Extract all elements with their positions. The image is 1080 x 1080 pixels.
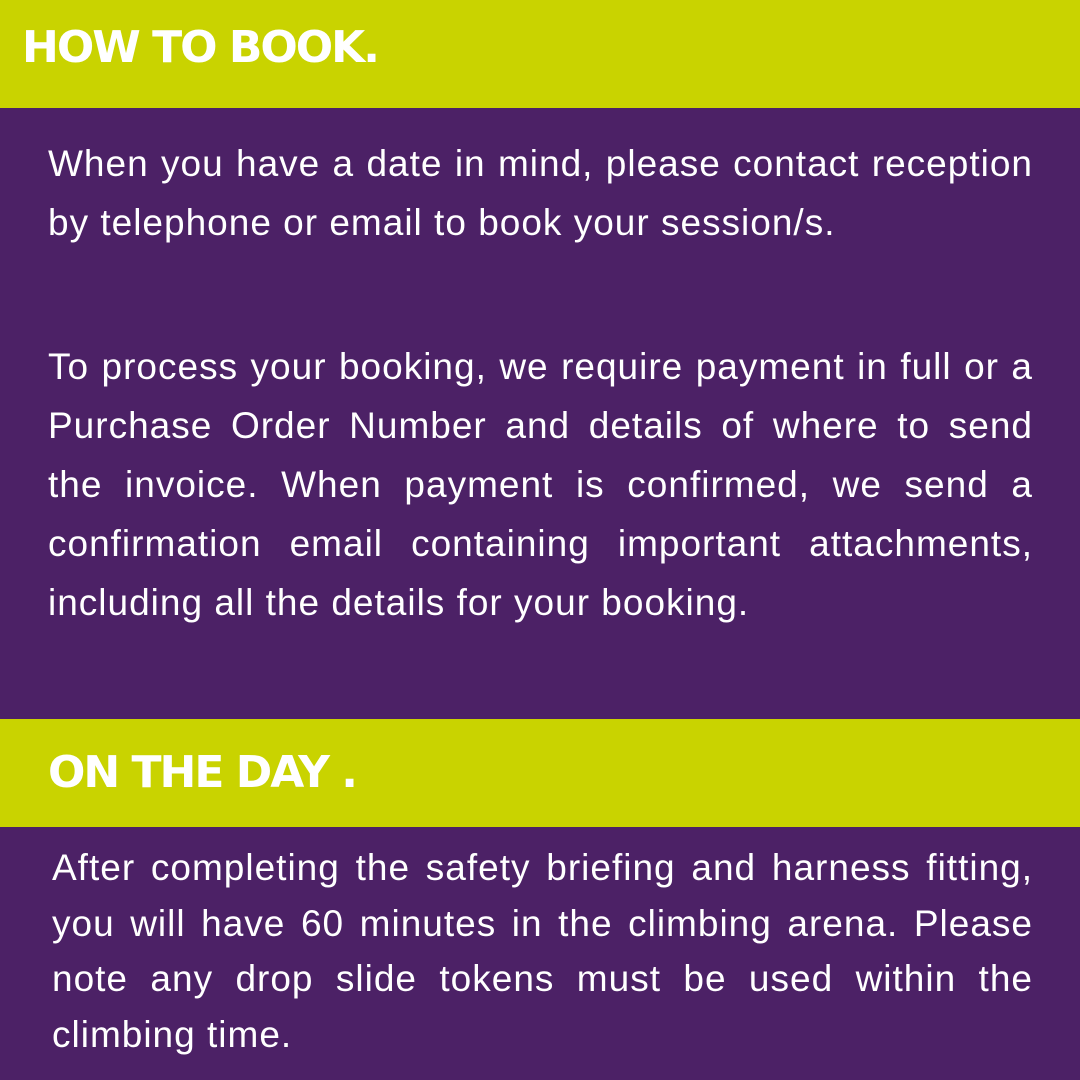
how-to-book-heading: HOW TO BOOK. <box>22 22 378 73</box>
on-the-day-banner <box>0 719 1080 827</box>
on-the-day-heading: ON THE DAY . <box>48 747 357 798</box>
booking-payment-paragraph: To process your booking, we require payment in full or a Purchase Order Number and details of where to send the invoice. When payment is confirmed, we send a confirmation email containing important attachments, including all the details for your booking. <box>48 346 1033 623</box>
how-to-book-banner <box>0 0 1080 108</box>
booking-contact-paragraph: When you have a date in mind, please contact reception by telephone or email to book your session/s. <box>48 143 1033 243</box>
on-the-day-paragraph: After completing the safety briefing and harness fitting, you will have 60 minutes in the climbing arena. Please note any drop slide tokens must be used within the climbing time. <box>52 847 1033 1055</box>
